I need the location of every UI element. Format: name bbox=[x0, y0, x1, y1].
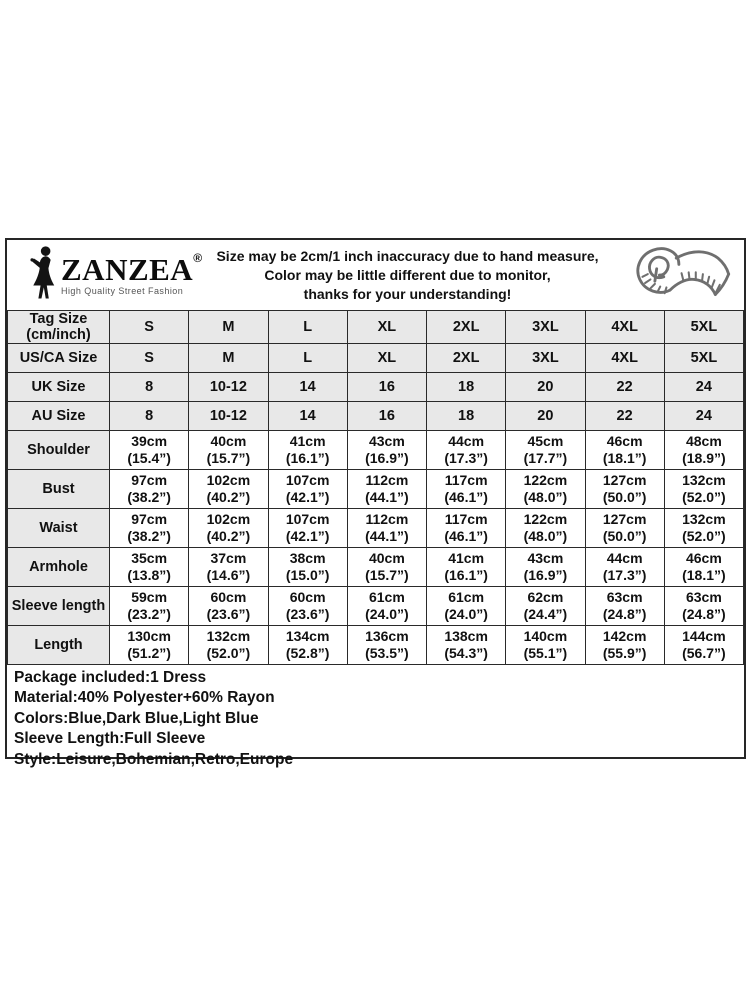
value-cm: 132cm bbox=[206, 628, 251, 644]
row-label bbox=[8, 402, 110, 431]
value-inch: (55.9”) bbox=[602, 645, 647, 661]
brand-logo bbox=[7, 245, 203, 305]
table-row bbox=[8, 431, 744, 470]
value-inch: (16.9”) bbox=[365, 450, 409, 466]
table-row bbox=[8, 470, 744, 509]
value-inch: (48.0”) bbox=[523, 528, 568, 544]
value-cm: 44cm bbox=[606, 550, 643, 566]
row-label-line: Sleeve length bbox=[11, 598, 106, 614]
value-cm: 138cm bbox=[444, 628, 488, 644]
table-cell: L bbox=[268, 311, 347, 344]
table-cell bbox=[268, 587, 347, 626]
value-inch: (23.6”) bbox=[285, 606, 330, 622]
value-inch: (56.7”) bbox=[682, 645, 726, 661]
value-cm: 134cm bbox=[285, 628, 330, 644]
table-cell bbox=[189, 470, 268, 509]
disclaimer-line: Size may be 2cm/1 inch inaccuracy due to hand measure, bbox=[216, 247, 599, 264]
table-cell bbox=[189, 509, 268, 548]
table-cell bbox=[268, 626, 347, 665]
table-cell bbox=[585, 431, 664, 470]
table-cell bbox=[585, 470, 664, 509]
row-label-line: (cm/inch) bbox=[26, 327, 91, 343]
table-cell bbox=[427, 587, 506, 626]
value-cm: 140cm bbox=[523, 628, 568, 644]
table-cell: XL bbox=[347, 344, 426, 373]
row-label-line: AU Size bbox=[31, 408, 86, 424]
value-cm: 144cm bbox=[682, 628, 726, 644]
value-cm: 97cm bbox=[131, 472, 168, 488]
value-inch: (24.0”) bbox=[365, 606, 409, 622]
table-cell bbox=[189, 548, 268, 587]
value-inch: (46.1”) bbox=[444, 489, 488, 505]
table-cell: 8 bbox=[110, 373, 189, 402]
value-inch: (16.1”) bbox=[444, 567, 488, 583]
row-label bbox=[8, 587, 110, 626]
table-cell bbox=[427, 626, 506, 665]
table-cell bbox=[110, 587, 189, 626]
table-row bbox=[8, 311, 744, 344]
value-cm: 40cm bbox=[210, 433, 247, 449]
disclaimer-line: thanks for your understanding! bbox=[303, 285, 512, 302]
table-cell bbox=[427, 431, 506, 470]
table-cell bbox=[189, 626, 268, 665]
value-cm: 112cm bbox=[365, 472, 409, 488]
value-cm: 102cm bbox=[206, 511, 251, 527]
row-label-line: Tag Size bbox=[29, 311, 88, 327]
value-inch: (52.8”) bbox=[285, 645, 330, 661]
value-inch: (18.1”) bbox=[602, 450, 647, 466]
value-inch: (24.0”) bbox=[444, 606, 488, 622]
value-inch: (24.4”) bbox=[523, 606, 568, 622]
detail-line: Sleeve Length:Full Sleeve bbox=[14, 730, 206, 748]
value-inch: (53.5”) bbox=[365, 645, 409, 661]
value-inch: (40.2”) bbox=[206, 489, 251, 505]
value-inch: (42.1”) bbox=[285, 489, 330, 505]
value-cm: 41cm bbox=[289, 433, 326, 449]
table-cell: 2XL bbox=[427, 344, 506, 373]
value-inch: (15.7”) bbox=[365, 567, 409, 583]
registered-mark: ® bbox=[193, 251, 203, 265]
value-inch: (38.2”) bbox=[127, 528, 171, 544]
table-cell bbox=[585, 548, 664, 587]
detail-line: Package included:1 Dress bbox=[14, 669, 207, 686]
value-cm: 136cm bbox=[365, 628, 409, 644]
table-cell: 16 bbox=[347, 402, 426, 431]
value-inch: (55.1”) bbox=[523, 645, 568, 661]
table-cell bbox=[427, 470, 506, 509]
value-cm: 132cm bbox=[682, 472, 726, 488]
value-cm: 112cm bbox=[365, 511, 409, 527]
value-cm: 107cm bbox=[285, 511, 330, 527]
value-cm: 117cm bbox=[444, 511, 488, 527]
value-cm: 40cm bbox=[368, 550, 405, 566]
value-cm: 43cm bbox=[527, 550, 564, 566]
row-label bbox=[8, 311, 110, 344]
table-cell: 5XL bbox=[664, 311, 743, 344]
table-cell: 22 bbox=[585, 402, 664, 431]
row-label-line: UK Size bbox=[31, 379, 86, 395]
table-cell bbox=[268, 431, 347, 470]
value-inch: (17.3”) bbox=[444, 450, 488, 466]
table-cell bbox=[664, 509, 743, 548]
value-inch: (52.0”) bbox=[682, 489, 726, 505]
value-inch: (15.7”) bbox=[206, 450, 251, 466]
row-label bbox=[8, 431, 110, 470]
table-cell bbox=[664, 587, 743, 626]
row-label bbox=[8, 509, 110, 548]
value-inch: (24.8”) bbox=[682, 606, 726, 622]
value-cm: 48cm bbox=[685, 433, 722, 449]
table-cell bbox=[664, 548, 743, 587]
value-inch: (50.0”) bbox=[602, 528, 647, 544]
table-cell bbox=[268, 470, 347, 509]
table-cell bbox=[506, 470, 585, 509]
table-cell: 3XL bbox=[506, 344, 585, 373]
table-cell bbox=[347, 548, 426, 587]
value-cm: 46cm bbox=[606, 433, 643, 449]
table-cell: 24 bbox=[664, 373, 743, 402]
header bbox=[7, 240, 744, 310]
value-inch: (23.6”) bbox=[206, 606, 251, 622]
value-cm: 60cm bbox=[210, 589, 247, 605]
value-inch: (40.2”) bbox=[206, 528, 251, 544]
brand-name: ZANZEA® bbox=[61, 251, 203, 287]
value-inch: (16.9”) bbox=[523, 567, 568, 583]
table-row bbox=[8, 587, 744, 626]
value-inch: (46.1”) bbox=[444, 528, 488, 544]
detail-line: Style:Leisure,Bohemian,Retro,Europe bbox=[14, 750, 294, 768]
table-cell: L bbox=[268, 344, 347, 373]
table-cell bbox=[664, 470, 743, 509]
table-cell bbox=[110, 509, 189, 548]
value-cm: 130cm bbox=[127, 628, 171, 644]
table-cell bbox=[268, 548, 347, 587]
product-details bbox=[7, 665, 744, 770]
measuring-tape-icon bbox=[612, 243, 744, 307]
table-cell: 18 bbox=[427, 373, 506, 402]
value-cm: 41cm bbox=[448, 550, 485, 566]
value-cm: 102cm bbox=[206, 472, 251, 488]
table-cell bbox=[585, 626, 664, 665]
row-label-line: Shoulder bbox=[27, 442, 90, 458]
value-inch: (16.1”) bbox=[285, 450, 330, 466]
table-cell bbox=[268, 509, 347, 548]
value-inch: (17.3”) bbox=[602, 567, 647, 583]
value-cm: 35cm bbox=[131, 550, 168, 566]
table-cell: 8 bbox=[110, 402, 189, 431]
value-inch: (54.3”) bbox=[444, 645, 488, 661]
table-cell bbox=[506, 431, 585, 470]
table-cell bbox=[347, 587, 426, 626]
value-cm: 63cm bbox=[685, 589, 722, 605]
detail-line: Colors:Blue,Dark Blue,Light Blue bbox=[14, 709, 259, 727]
table-cell: 4XL bbox=[585, 344, 664, 373]
value-inch: (18.9”) bbox=[682, 450, 726, 466]
row-label-line: US/CA Size bbox=[19, 350, 98, 366]
row-label bbox=[8, 626, 110, 665]
table-cell: 14 bbox=[268, 373, 347, 402]
row-label bbox=[8, 373, 110, 402]
value-cm: 132cm bbox=[682, 511, 726, 527]
table-row bbox=[8, 402, 744, 431]
table-row bbox=[8, 626, 744, 665]
detail-line: Material:40% Polyester+60% Rayon bbox=[14, 689, 275, 707]
table-cell: 18 bbox=[427, 402, 506, 431]
table-cell bbox=[585, 587, 664, 626]
value-inch: (13.8”) bbox=[127, 567, 171, 583]
table-cell: 5XL bbox=[664, 344, 743, 373]
row-label bbox=[8, 344, 110, 373]
table-cell bbox=[347, 509, 426, 548]
value-cm: 117cm bbox=[444, 472, 488, 488]
value-inch: (38.2”) bbox=[127, 489, 171, 505]
table-cell bbox=[427, 509, 506, 548]
value-cm: 61cm bbox=[448, 589, 485, 605]
table-cell bbox=[189, 431, 268, 470]
value-cm: 44cm bbox=[448, 433, 485, 449]
table-cell bbox=[189, 587, 268, 626]
value-cm: 59cm bbox=[131, 589, 168, 605]
value-inch: (44.1”) bbox=[365, 489, 409, 505]
table-cell bbox=[664, 626, 743, 665]
disclaimer-line: Color may be little different due to monitor, bbox=[264, 266, 551, 283]
table-cell bbox=[506, 509, 585, 548]
value-inch: (15.4”) bbox=[127, 450, 171, 466]
value-cm: 43cm bbox=[368, 433, 405, 449]
value-cm: 97cm bbox=[131, 511, 168, 527]
value-inch: (52.0”) bbox=[682, 528, 726, 544]
table-cell bbox=[506, 587, 585, 626]
value-inch: (18.1”) bbox=[682, 567, 726, 583]
table-cell: 4XL bbox=[585, 311, 664, 344]
table-cell: M bbox=[189, 344, 268, 373]
table-cell: 20 bbox=[506, 402, 585, 431]
table-row bbox=[8, 548, 744, 587]
table-cell bbox=[110, 548, 189, 587]
table-cell: S bbox=[110, 344, 189, 373]
table-cell: M bbox=[189, 311, 268, 344]
table-cell bbox=[347, 626, 426, 665]
table-cell: 22 bbox=[585, 373, 664, 402]
table-cell bbox=[347, 470, 426, 509]
value-cm: 122cm bbox=[523, 472, 568, 488]
value-cm: 122cm bbox=[523, 511, 568, 527]
value-cm: 62cm bbox=[527, 589, 564, 605]
value-inch: (15.0”) bbox=[285, 567, 330, 583]
value-cm: 37cm bbox=[210, 550, 247, 566]
row-label bbox=[8, 470, 110, 509]
value-cm: 46cm bbox=[685, 550, 722, 566]
table-cell: 2XL bbox=[427, 311, 506, 344]
table-cell: S bbox=[110, 311, 189, 344]
value-cm: 38cm bbox=[289, 550, 326, 566]
size-chart-table bbox=[7, 310, 744, 665]
table-cell bbox=[506, 626, 585, 665]
value-inch: (51.2”) bbox=[127, 645, 171, 661]
table-row bbox=[8, 344, 744, 373]
value-inch: (23.2”) bbox=[127, 606, 171, 622]
table-cell bbox=[110, 431, 189, 470]
value-cm: 63cm bbox=[606, 589, 643, 605]
row-label-line: Armhole bbox=[29, 559, 88, 575]
table-row bbox=[8, 509, 744, 548]
table-cell: XL bbox=[347, 311, 426, 344]
row-label bbox=[8, 548, 110, 587]
value-inch: (24.8”) bbox=[602, 606, 647, 622]
value-inch: (52.0”) bbox=[206, 645, 251, 661]
row-label-line: Waist bbox=[39, 520, 78, 536]
value-inch: (44.1”) bbox=[365, 528, 409, 544]
table-cell bbox=[664, 431, 743, 470]
value-cm: 60cm bbox=[289, 589, 326, 605]
woman-silhouette-icon bbox=[29, 245, 58, 305]
measure-disclaimer bbox=[203, 247, 612, 304]
value-inch: (14.6”) bbox=[206, 567, 251, 583]
value-cm: 142cm bbox=[602, 628, 647, 644]
table-cell bbox=[427, 548, 506, 587]
brand-text-block bbox=[61, 251, 203, 296]
value-cm: 107cm bbox=[285, 472, 330, 488]
table-cell bbox=[110, 470, 189, 509]
table-cell: 10-12 bbox=[189, 373, 268, 402]
row-label-line: Bust bbox=[42, 481, 75, 497]
value-inch: (42.1”) bbox=[285, 528, 330, 544]
row-label-line: Length bbox=[34, 637, 83, 653]
table-cell: 10-12 bbox=[189, 402, 268, 431]
value-cm: 61cm bbox=[368, 589, 405, 605]
table-cell: 16 bbox=[347, 373, 426, 402]
table-cell bbox=[585, 509, 664, 548]
table-cell: 3XL bbox=[506, 311, 585, 344]
value-cm: 39cm bbox=[131, 433, 168, 449]
value-inch: (48.0”) bbox=[523, 489, 568, 505]
table-cell: 20 bbox=[506, 373, 585, 402]
table-cell: 14 bbox=[268, 402, 347, 431]
value-inch: (17.7”) bbox=[523, 450, 568, 466]
table-row bbox=[8, 373, 744, 402]
value-inch: (50.0”) bbox=[602, 489, 647, 505]
table-cell bbox=[110, 626, 189, 665]
table-cell bbox=[506, 548, 585, 587]
value-cm: 45cm bbox=[527, 433, 564, 449]
value-cm: 127cm bbox=[602, 472, 647, 488]
table-cell: 24 bbox=[664, 402, 743, 431]
table-cell bbox=[347, 431, 426, 470]
value-cm: 127cm bbox=[602, 511, 647, 527]
size-chart-card bbox=[5, 238, 746, 768]
brand-tagline: High Quality Street Fashion bbox=[61, 286, 184, 296]
